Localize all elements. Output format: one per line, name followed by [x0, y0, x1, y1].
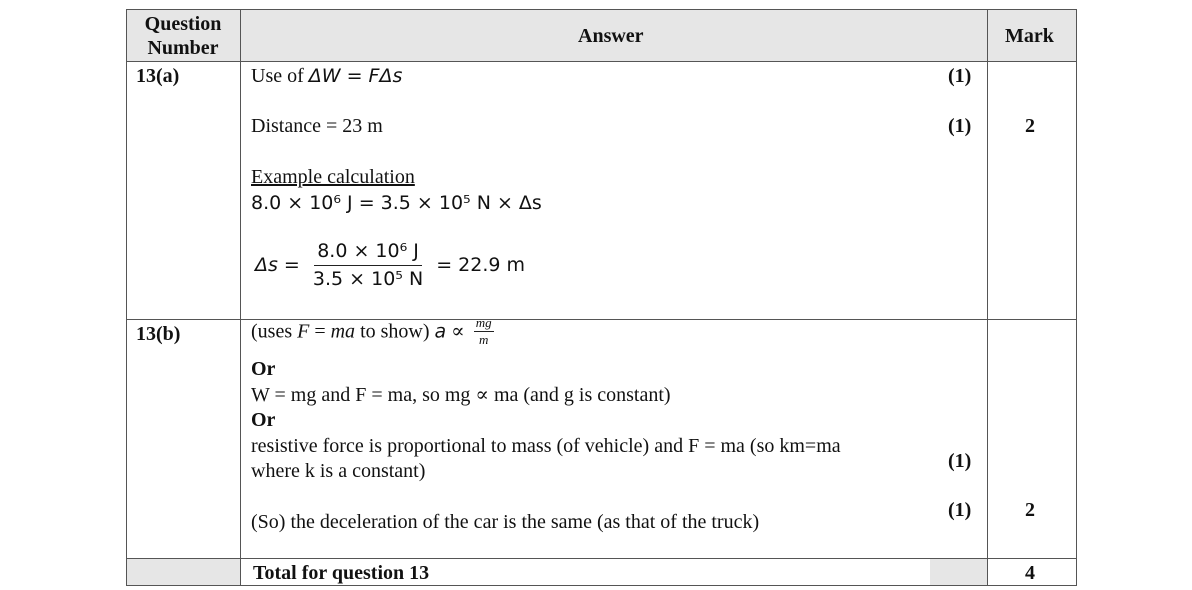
line1-text: (uses F = ma to show) a ∝	[251, 320, 465, 343]
mark-13b-2: (1)	[948, 499, 972, 521]
row-border-top	[126, 9, 1077, 10]
header-answer: Answer	[578, 25, 644, 47]
use-of-line	[251, 64, 402, 88]
line3a-13b: resistive force is proportional to mass (of vehicle) and F = ma (so km=ma	[251, 435, 841, 457]
col-border-mark	[987, 9, 988, 586]
calc-numerator: 8.0 × 10⁶ J	[314, 240, 422, 266]
calc-line: 8.0 × 10⁶ J = 3.5 × 10⁵ N × Δs	[251, 192, 542, 214]
use-of-text: Use of	[251, 65, 304, 87]
mark-13a-2: (1)	[948, 115, 972, 137]
mark-scheme-table	[126, 9, 1077, 586]
col-border-answer	[240, 9, 241, 586]
line1-13b	[251, 317, 494, 349]
line4-13b: (So) the deceleration of the car is the same (as that of the truck)	[251, 511, 760, 533]
col-border-left	[126, 9, 127, 586]
question-number-13b: 13(b)	[136, 323, 181, 345]
calc-lhs: Δs =	[255, 253, 300, 276]
row-border-bottom	[126, 585, 1077, 586]
work-equation: ΔW = FΔs	[308, 65, 403, 87]
calc-denominator: 3.5 × 10⁵ N	[312, 267, 424, 290]
mg-over-m-fraction: $\frac{mg}{m}$	[475, 315, 492, 347]
header-question-number: Question Number	[144, 13, 222, 59]
header-mark: Mark	[1005, 25, 1054, 47]
mark-13b-1: (1)	[948, 450, 972, 472]
mark-13a-1: (1)	[948, 65, 972, 87]
col-border-right	[1076, 9, 1077, 586]
line3b-13b: where k is a constant)	[251, 460, 426, 482]
total-label: Total for question 13	[253, 562, 430, 584]
or-1: Or	[251, 358, 276, 380]
distance-line: Distance = 23 m	[251, 115, 383, 137]
total-mark-13a: 2	[1025, 115, 1035, 137]
calc-result: = 22.9 m	[436, 253, 526, 276]
total-mark-13b: 2	[1025, 499, 1035, 521]
row-border-header	[126, 61, 1077, 62]
example-heading: Example calculation	[251, 166, 415, 188]
line2-13b: W = mg and F = ma, so mg ∝ ma (and g is constant)	[251, 384, 671, 406]
calc-fraction-line	[255, 240, 525, 291]
or-2: Or	[251, 409, 276, 431]
calc-fraction	[310, 240, 426, 291]
question-number-13a: 13(a)	[136, 65, 180, 87]
total-mark: 4	[1025, 562, 1035, 584]
row-border-13b	[126, 558, 1077, 559]
